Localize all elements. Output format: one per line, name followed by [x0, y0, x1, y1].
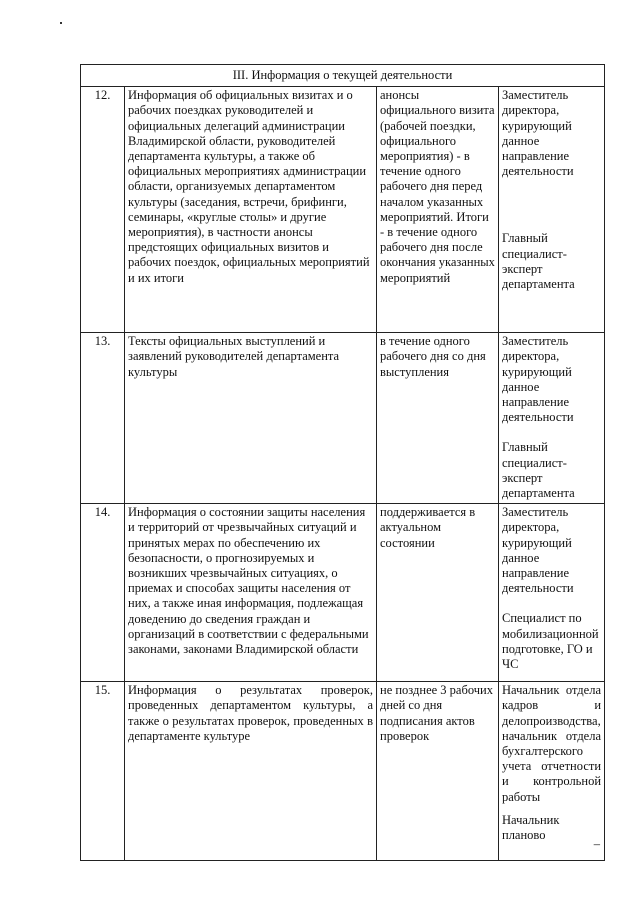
- continuation-dash: –: [593, 837, 601, 852]
- term-cell: поддерживается в актуальном состоянии: [377, 504, 499, 682]
- scan-speck: [60, 22, 62, 24]
- term-cell: анонсы официального визита (рабочей поездки, официального мероприятия) - в течение одного рабочего дня перед началом указанных мероприятий. Итоги - в течение одного рабочего дня после окончания указанных мероприятий: [377, 87, 499, 333]
- information-table: [80, 64, 605, 861]
- responsible-primary: Заместитель директора, курирующий данное направление деятельности: [502, 334, 574, 425]
- table-row: [81, 504, 605, 682]
- responsible-secondary: Главный специалист-эксперт департамента: [502, 231, 575, 292]
- table-row: [81, 682, 605, 861]
- responsible-secondary: Главный специалист-эксперт департамента: [502, 440, 575, 501]
- responsible-cell: [499, 504, 605, 682]
- info-cell: Информация о результатах проверок, проведенных департаментом культуры, а также о результатах проверок, проведенных в департаменте культуре: [125, 682, 377, 861]
- section-title: III. Информация о текущей деятельности: [81, 65, 605, 87]
- responsible-primary: Заместитель директора, курирующий данное направление деятельности: [502, 88, 574, 179]
- responsible-cell: [499, 87, 605, 333]
- row-number: 12.: [81, 87, 125, 333]
- responsible-secondary: Начальник планово: [502, 812, 560, 843]
- term-cell: не позднее 3 рабочих дней со дня подписания актов проверок: [377, 682, 499, 861]
- term-cell: в течение одного рабочего дня со дня выступления: [377, 333, 499, 504]
- responsible-primary: Начальник отдела кадров и делопроизводства, начальник отдела бухгалтерского учета отчетности и контрольной работы: [502, 683, 602, 804]
- table-row: [81, 333, 605, 504]
- responsible-secondary: Специалист по мобилизационной подготовке, ГО и ЧС: [502, 611, 599, 672]
- info-cell: Тексты официальных выступлений и заявлений руководителей департамента культуры: [125, 333, 377, 504]
- table-row: [81, 87, 605, 333]
- info-cell: Информация об официальных визитах и о рабочих поездках руководителей и официальных делегаций администрации Владимирской области, руководителей департамента культуры, а также об официальных мероприятиях администрации области, организуемых департаментом культуры (заседания, встречи, брифинги, семинары, «круглые столы» и другие мероприятия), в частности анонсы предстоящих официальных визитов и рабочих поездок, официальных мероприятий и их итоги: [125, 87, 377, 333]
- row-number: 13.: [81, 333, 125, 504]
- responsible-cell: [499, 682, 605, 861]
- section-header-row: [81, 65, 605, 87]
- row-number: 14.: [81, 504, 125, 682]
- info-cell: Информация о состоянии защиты населения и территорий от чрезвычайных ситуаций и принятых мерах по обеспечению их безопасности, о прогнозируемых и возникших чрезвычайных ситуациях, о приемах и способах защиты населения от них, а также иная информация, подлежащая доведению до сведения граждан и организаций в соответствии с федеральными законами, законами Владимирской области: [125, 504, 377, 682]
- responsible-primary: Заместитель директора, курирующий данное направление деятельности: [502, 505, 574, 596]
- responsible-cell: [499, 333, 605, 504]
- row-number: 15.: [81, 682, 125, 861]
